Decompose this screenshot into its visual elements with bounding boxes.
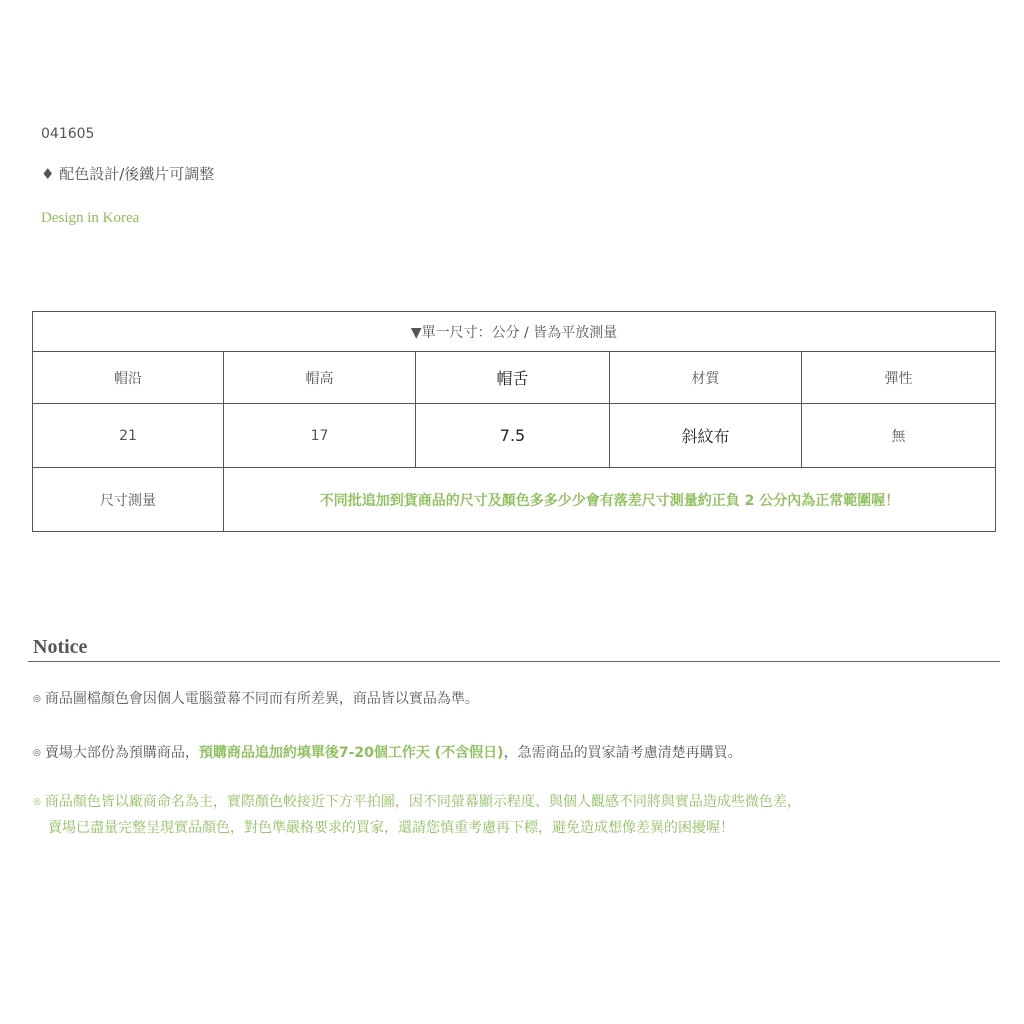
header-elasticity: 彈性	[802, 352, 996, 404]
value-visor: 7.5	[416, 404, 610, 468]
notice-item-highlight: 預購商品追加約填單後7-20個工作天 (不含假日)	[198, 745, 504, 761]
measure-label: 尺寸測量	[33, 468, 224, 532]
product-feature: ♦ 配色設計/後鐵片可調整	[41, 165, 215, 183]
product-code: 041605	[41, 126, 95, 142]
notice-item	[33, 740, 742, 766]
header-material: 材質	[610, 352, 802, 404]
size-table-caption: ▼單一尺寸：公分 / 皆為平放測量	[33, 312, 996, 352]
measure-note: 不同批追加到貨商品的尺寸及顏色多多少少會有落差尺寸測量約正負 2 公分內為正常範圍喔！	[224, 468, 996, 532]
header-height: 帽高	[224, 352, 416, 404]
value-brim: 21	[33, 404, 224, 468]
notice-title: Notice	[33, 636, 88, 658]
value-elasticity: 無	[802, 404, 996, 468]
notice-item	[33, 789, 801, 841]
notice-divider	[28, 661, 1000, 662]
header-brim: 帽沿	[33, 352, 224, 404]
bullet-icon: ◎	[33, 748, 41, 758]
notice-item	[33, 686, 479, 712]
bullet-icon: ◎	[33, 797, 41, 807]
notice-item-text: 商品顏色皆以廠商命名為主，實際顏色較接近下方平拍圖，因不同螢幕顯示程度、與個人觀感不同將與實品造成些微色差，	[44, 794, 801, 810]
notice-item-text: 賣場大部份為預購商品，	[44, 745, 199, 761]
table-header-row	[33, 352, 996, 404]
size-table	[32, 311, 996, 532]
table-row	[33, 468, 996, 532]
table-row	[33, 404, 996, 468]
bullet-icon: ◎	[33, 694, 41, 704]
header-visor: 帽舌	[416, 352, 610, 404]
notice-item-text: 賣場已盡量完整呈現實品顏色，對色準嚴格要求的買家，還請您慎重考慮再下標，避免造成想像差異的困擾喔！	[48, 820, 734, 836]
value-material: 斜紋布	[610, 404, 802, 468]
value-height: 17	[224, 404, 416, 468]
notice-item-text: ，急需商品的買家請考慮清楚再購買。	[503, 745, 742, 761]
notice-item-text: 商品圖檔顏色會因個人電腦螢幕不同而有所差異，商品皆以實品為準。	[44, 691, 479, 707]
origin-label: Design in Korea	[41, 210, 140, 226]
